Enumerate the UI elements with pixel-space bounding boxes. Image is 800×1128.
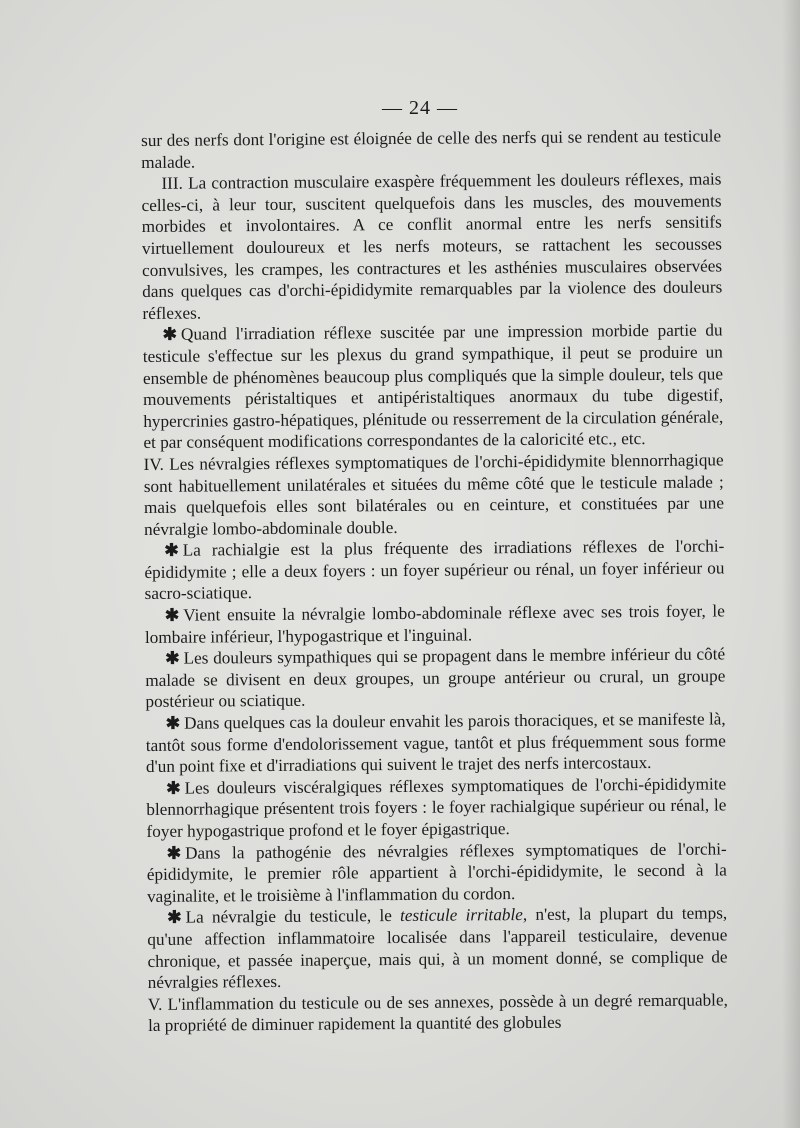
paragraph-text: Vient ensuite la névralgie lombo-abdominale réflexe avec ses trois foyer, le lombaire inférieur, l'hypogastrique et l'inguinal. [144, 601, 725, 647]
asterisk-mark: ✱ [166, 843, 182, 863]
asterisk-mark: ✱ [167, 908, 182, 928]
italic-term: testicule irritable [399, 905, 523, 926]
paragraph-text: Les douleurs sympathiques qui se propagent dans le membre inférieur du côté malade se divisent en deux groupes, un groupe antérieur ou crural, un groupe postérieur ou sciatique. [145, 644, 726, 712]
paragraph-rachialgie [144, 536, 724, 605]
paragraph-text: Dans la pathogénie des névralgies réflexes symptomatiques de l'orchi-épididymite, le premier rôle appartient à l'orchi-épididymite, le second à la vaginalite, et le troisième à l'inflammation du cordon. [146, 839, 727, 906]
asterisk-mark: ✱ [166, 778, 181, 798]
asterisk-mark: ✱ [164, 540, 179, 561]
paragraph-text: Dans quelques cas la douleur envahit les parois thoraciques, et se manifeste là, tantôt sous forme d'endolorissement vague, tantôt et plus fréquemment sous forme d'un point fixe et d'irradiations qui suivent le trajet des nerfs intercostaux. [145, 709, 726, 777]
paragraph-text-after: , n'est, la plupart du temps, qu'une affection inflammatoire localisée dans l'appareil testiculaire, devenue chronique, et passée inaperçue, mais qui, à un moment donné, se complique de névralgies réflexes. [147, 903, 728, 993]
paragraph-sympathetic-irradiation [143, 320, 724, 454]
asterisk-mark: ✱ [165, 648, 180, 669]
asterisk-mark: ✱ [164, 605, 180, 625]
paragraph-section-iii: III. La contraction musculaire exaspère fréquemment les douleurs réflexes, mais celles-ci, à leur tour, suscitent quelquefois dans les muscles, des mouvements morbides et involontaires. A ce conflit anormal entre les nerfs sensitifs virtuellement douloureux et les nerfs moteurs, se rattachent les secousses convulsives, les crampes, les contractures et les asthénies musculaires observées dans quelques cas d'orchi-épididymite remarquables par la violence des douleurs réflexes. [141, 169, 723, 323]
page-edge-shadow [782, 0, 800, 1128]
paragraph-viscerales [146, 773, 726, 842]
paragraph-text: Les douleurs viscéralgiques réflexes symptomatiques de l'orchi-épididymite blennorrhagique présentent trois foyers : le foyer rachialgique supérieur ou rénal, le foyer hypogastrique profond et le foyer épigastrique. [146, 774, 727, 841]
paragraph-pathogenie [147, 838, 727, 907]
paragraph-lombo-abdominale [145, 600, 725, 648]
paragraph-text-before: La névralgie du testicule, le [185, 906, 401, 928]
asterisk-mark: ✱ [162, 325, 178, 345]
paragraph-testicule-irritable [147, 903, 728, 994]
paragraph-membre-inferieur [145, 644, 725, 713]
page-number: — 24 — [382, 97, 458, 119]
paragraph-text: La rachialgie est la plus fréquente des irradiations réflexes de l'orchi-épididymite ; elle a deux foyers : un foyer supérieur ou rénal, un foyer inférieur ou sacro-sciatique. [144, 536, 725, 604]
asterisk-mark: ✱ [165, 713, 181, 733]
paragraph-thoraciques [146, 708, 726, 777]
body-text [141, 125, 728, 1036]
paragraph-section-v: V. L'inflammation du testicule ou de ses annexes, possède à un degré remarquable, la propriété de diminuer rapidement la quantité des globules [147, 990, 728, 1036]
paragraph-text: Quand l'irradiation réflexe suscitée par une impression morbide partie du testicule s'effectue sur les plexus du grand sympathique, il peut se produire un ensemble de phénomènes beaucoup plus compliqués que la simple douleur, tels que mouvements péristaltiques et antipéristaltiques anormaux du tube digestif, hypercrinies gastro-hépatiques, plénitude ou resserrement de la circulation générale, et par conséquent modifications correspondantes de la caloricité etc., etc. [142, 320, 724, 453]
paragraph-continuation: sur des nerfs dont l'origine est éloignée de celle des nerfs qui se rendent au testicule malade. [141, 126, 722, 172]
paragraph-section-iv: IV. Les névralgies réflexes symptomatiques de l'orchi-épididymite blennorrhagique sont habituellement unilatérales et situées du même côté que le testicule malade ; mais quelquefois elles sont bilatérales ou en ceinture, et constituées par une névralgie lombo-abdominale double. [143, 450, 725, 539]
